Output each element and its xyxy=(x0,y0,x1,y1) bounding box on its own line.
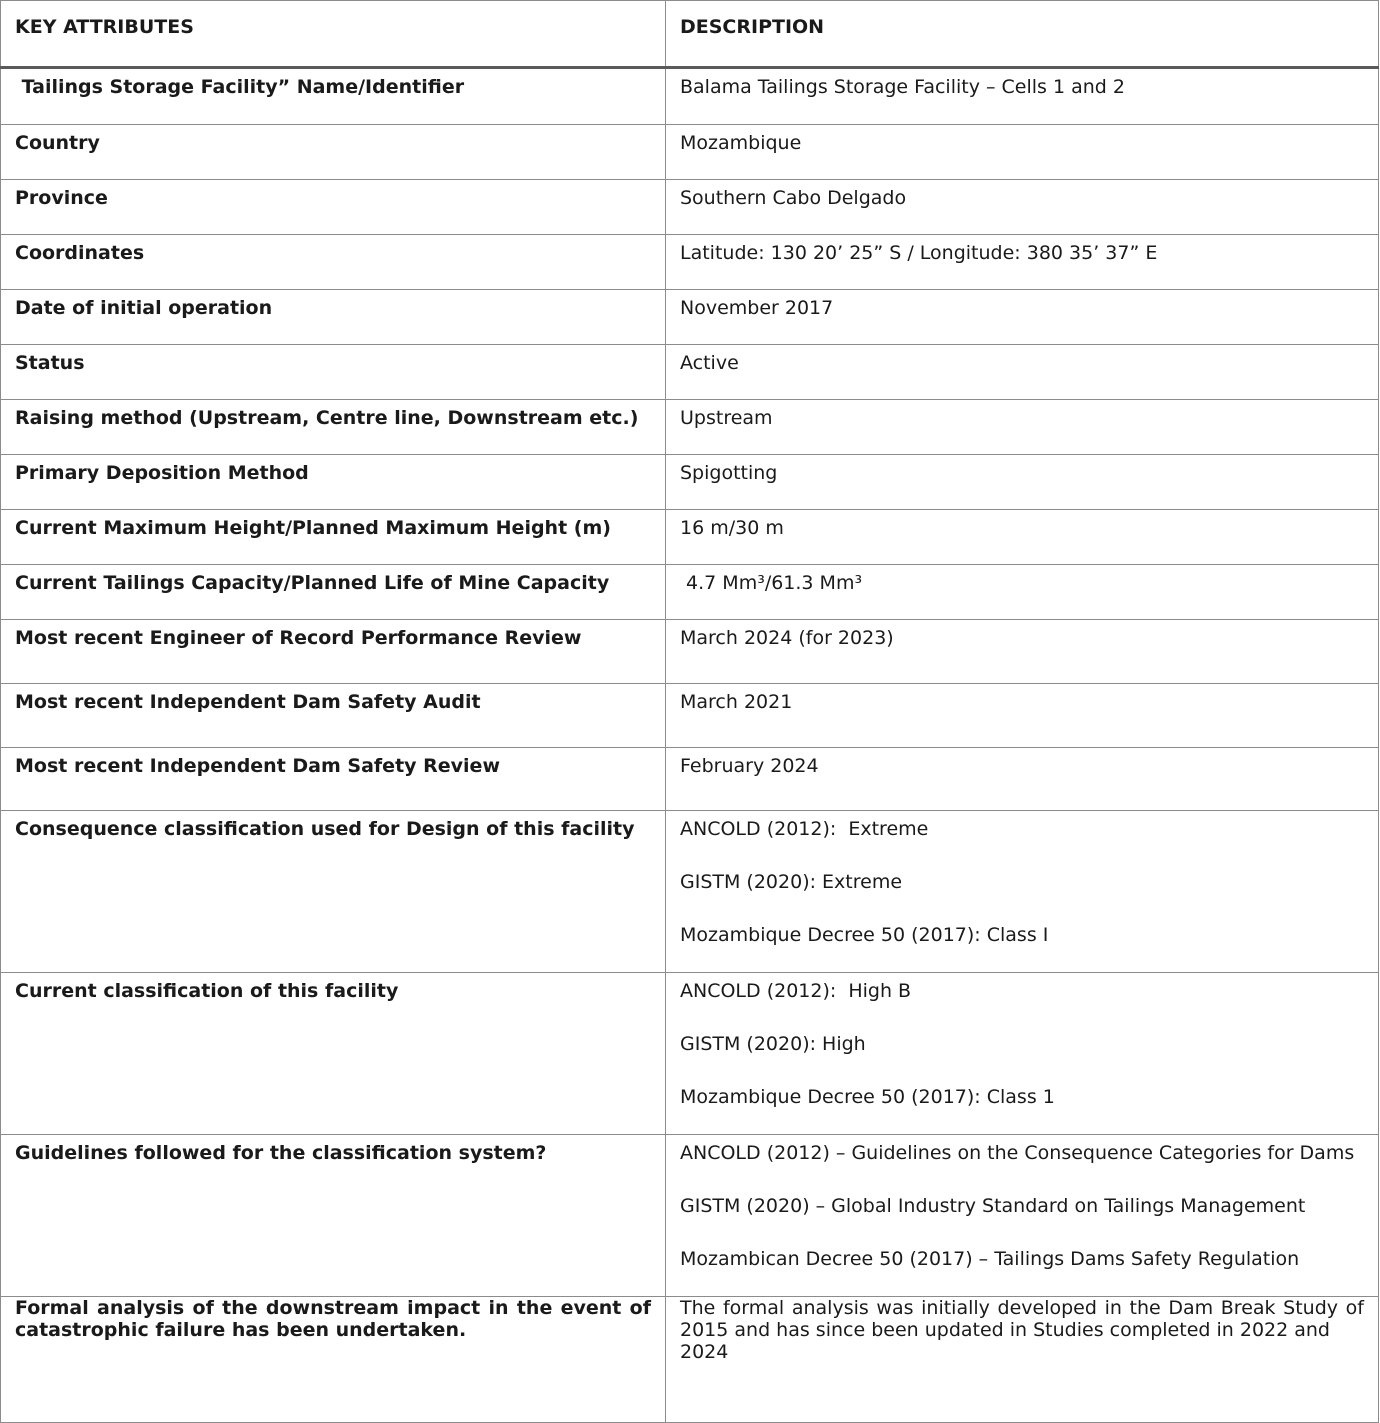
description-line: Mozambique Decree 50 (2017): Class 1 xyxy=(680,1086,1055,1108)
table-row xyxy=(1,400,1379,455)
table-row xyxy=(1,1135,1379,1297)
description-line: GISTM (2020): Extreme xyxy=(680,871,903,893)
description-line: The formal analysis was initially developed in the Dam Break Study of xyxy=(680,1297,1364,1319)
table-row xyxy=(1,748,1379,811)
row-key: Current Tailings Capacity/Planned Life of Mine Capacity xyxy=(1,565,666,620)
table-row xyxy=(1,455,1379,510)
table-row xyxy=(1,510,1379,565)
row-description: Upstream xyxy=(666,400,1379,455)
row-key: Most recent Independent Dam Safety Audit xyxy=(1,684,666,748)
description-line: GISTM (2020) – Global Industry Standard on Tailings Management xyxy=(680,1195,1306,1217)
row-description xyxy=(666,1135,1379,1297)
row-description: Spigotting xyxy=(666,455,1379,510)
row-key: Current classification of this facility xyxy=(1,973,666,1135)
row-key: Primary Deposition Method xyxy=(1,455,666,510)
row-description xyxy=(666,1297,1379,1423)
row-key: Date of initial operation xyxy=(1,290,666,345)
row-description: 4.7 Mm³/61.3 Mm³ xyxy=(666,565,1379,620)
row-description: 16 m/30 m xyxy=(666,510,1379,565)
table-header-row xyxy=(1,1,1379,68)
table-row xyxy=(1,811,1379,973)
table-row xyxy=(1,565,1379,620)
row-description xyxy=(666,973,1379,1135)
row-key: Country xyxy=(1,125,666,180)
table-row xyxy=(1,290,1379,345)
row-description xyxy=(666,811,1379,973)
key-line: catastrophic failure has been undertaken. xyxy=(15,1319,467,1341)
row-description: Southern Cabo Delgado xyxy=(666,180,1379,235)
row-key xyxy=(1,1297,666,1423)
row-key: Most recent Independent Dam Safety Review xyxy=(1,748,666,811)
row-key: Status xyxy=(1,345,666,400)
table-row xyxy=(1,684,1379,748)
row-description: February 2024 xyxy=(666,748,1379,811)
header-key-attributes: KEY ATTRIBUTES xyxy=(1,1,666,68)
description-line: 2015 and has since been updated in Studies completed in 2022 and 2024 xyxy=(680,1319,1330,1363)
row-key: Tailings Storage Facility” Name/Identifier xyxy=(1,68,666,125)
description-line: ANCOLD (2012): High B xyxy=(680,980,912,1002)
row-description: Latitude: 130 20’ 25” S / Longitude: 380 35’ 37” E xyxy=(666,235,1379,290)
row-key: Guidelines followed for the classification system? xyxy=(1,1135,666,1297)
key-line: Formal analysis of the downstream impact in the event of xyxy=(15,1297,651,1319)
row-description: March 2021 xyxy=(666,684,1379,748)
description-line: ANCOLD (2012): Extreme xyxy=(680,818,929,840)
table-row xyxy=(1,345,1379,400)
row-description: March 2024 (for 2023) xyxy=(666,620,1379,684)
header-description: DESCRIPTION xyxy=(666,1,1379,68)
row-description: Mozambique xyxy=(666,125,1379,180)
table-row xyxy=(1,180,1379,235)
table-row xyxy=(1,125,1379,180)
table-row xyxy=(1,973,1379,1135)
row-description: Active xyxy=(666,345,1379,400)
table-row xyxy=(1,235,1379,290)
row-key: Most recent Engineer of Record Performance Review xyxy=(1,620,666,684)
table-row xyxy=(1,68,1379,125)
row-description: Balama Tailings Storage Facility – Cells 1 and 2 xyxy=(666,68,1379,125)
description-line: GISTM (2020): High xyxy=(680,1033,866,1055)
row-key: Coordinates xyxy=(1,235,666,290)
row-key: Consequence classification used for Design of this facility xyxy=(1,811,666,973)
description-line: Mozambican Decree 50 (2017) – Tailings Dams Safety Regulation xyxy=(680,1248,1300,1270)
table-row xyxy=(1,620,1379,684)
row-description: November 2017 xyxy=(666,290,1379,345)
row-key: Current Maximum Height/Planned Maximum Height (m) xyxy=(1,510,666,565)
description-line: ANCOLD (2012) – Guidelines on the Consequence Categories for Dams xyxy=(680,1142,1355,1164)
table-row xyxy=(1,1297,1379,1423)
description-line: Mozambique Decree 50 (2017): Class I xyxy=(680,924,1049,946)
row-key: Raising method (Upstream, Centre line, Downstream etc.) xyxy=(1,400,666,455)
row-key: Province xyxy=(1,180,666,235)
